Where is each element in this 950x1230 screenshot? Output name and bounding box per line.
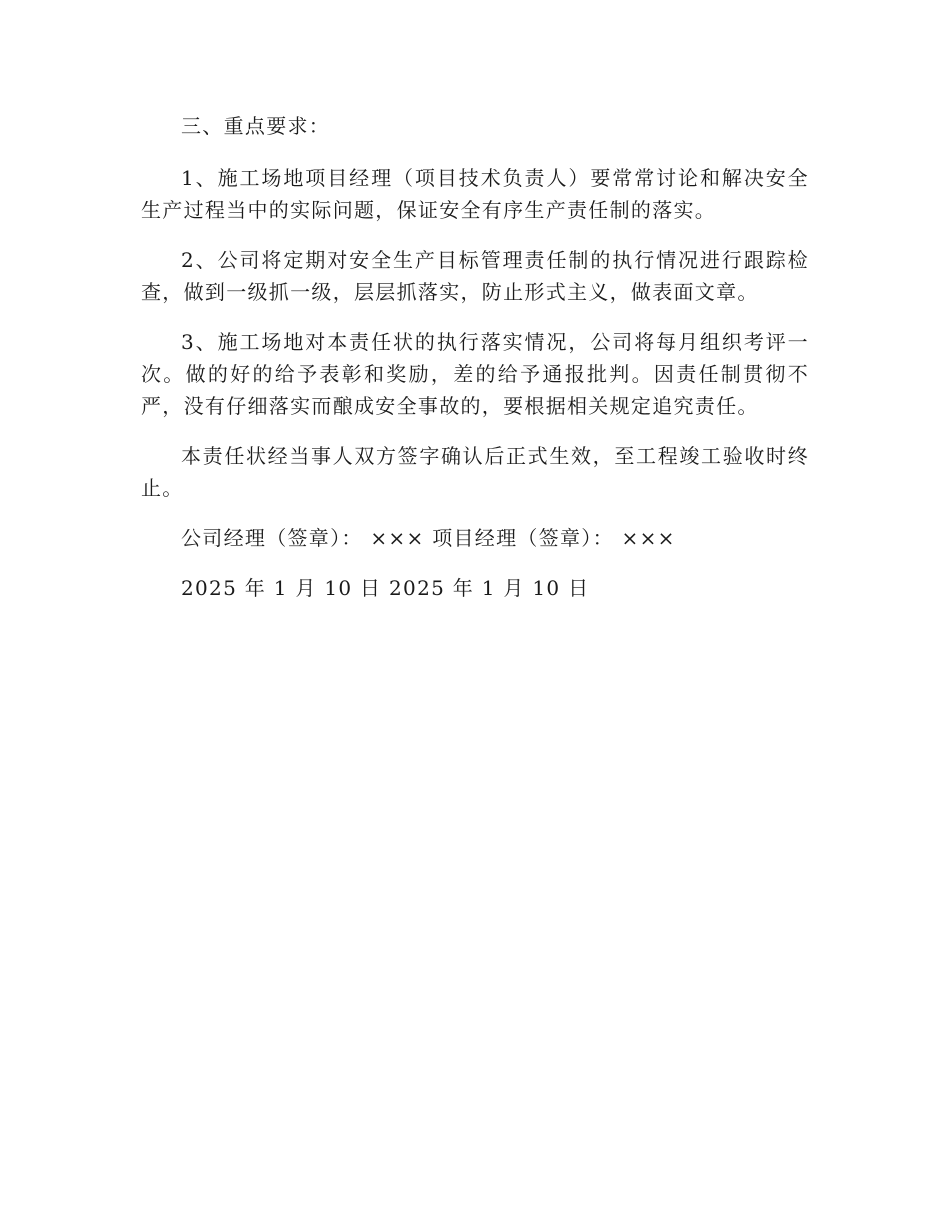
section-heading: 三、重点要求： — [181, 114, 331, 138]
document-body — [141, 110, 809, 622]
effective-clause: 本责任状经当事人双方签字确认后正式生效，至工程竣工验收时终止。 — [141, 444, 809, 500]
requirement-item-1: 1、施工场地项目经理（项目技术负责人）要常常讨论和解决安全生产过程当中的实际问题，保证安全有序生产责任制的落实。 — [141, 166, 809, 222]
requirement-item-3: 3、施工场地对本责任状的执行落实情况，公司将每月组织考评一次。做的好的给予表彰和奖励，差的给予通报批判。因责任制贯彻不严，没有仔细落实而酿成安全事故的，要根据相关规定追究责任。 — [141, 330, 809, 418]
signature-line: 公司经理（签章）： ××× 项目经理（签章）： ××× — [181, 526, 676, 550]
date-line: 2025 年 1 月 10 日 2025 年 1 月 10 日 — [181, 576, 590, 600]
requirement-item-2: 2、公司将定期对安全生产目标管理责任制的执行情况进行跟踪检查，做到一级抓一级，层层抓落实，防止形式主义，做表面文章。 — [141, 248, 809, 304]
